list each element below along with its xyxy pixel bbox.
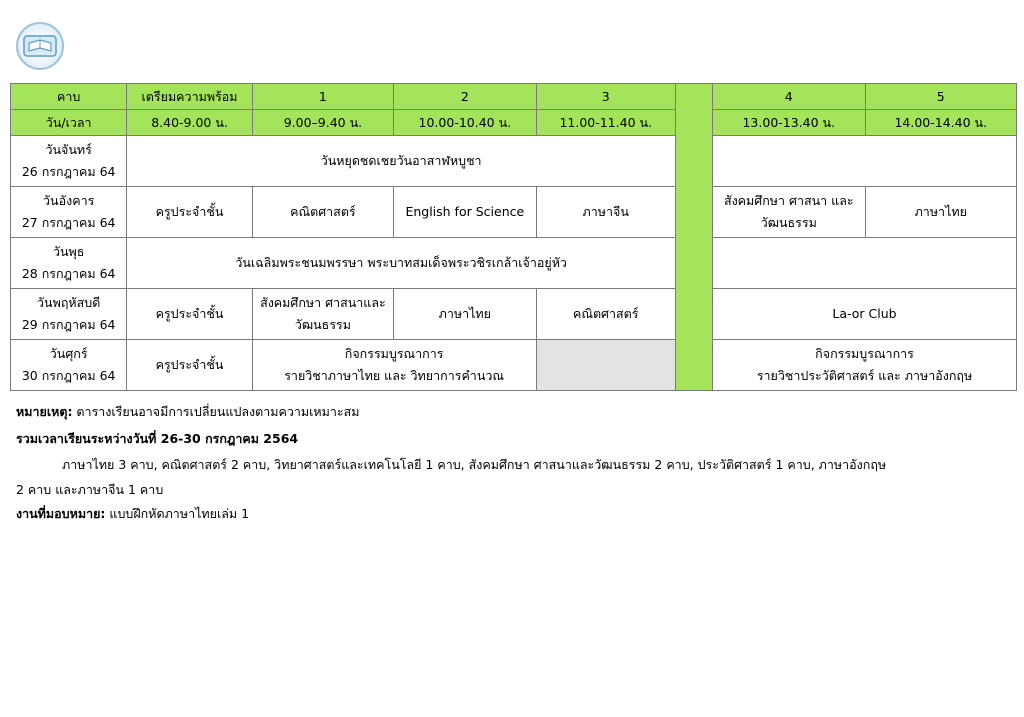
subject-period-3: คณิตศาสตร์ bbox=[536, 289, 675, 340]
header-period-3: 3 bbox=[536, 84, 675, 110]
subject-period-4: สังคมศึกษา ศาสนา และวัฒนธรรม bbox=[713, 187, 865, 238]
row-wednesday bbox=[11, 238, 1017, 289]
timetable bbox=[10, 83, 1017, 391]
time-period-1: 9.00–9.40 น. bbox=[252, 110, 393, 136]
subject-prep: ครูประจำชั้น bbox=[127, 187, 252, 238]
subject-period-2: ภาษาไทย bbox=[394, 289, 536, 340]
afternoon-club: La-or Club bbox=[713, 289, 1017, 340]
day-date: 28 กรกฎาคม 64 bbox=[21, 266, 116, 281]
subject-period-1: สังคมศึกษา ศาสนาและวัฒนธรรม bbox=[252, 289, 393, 340]
subject-period-5: ภาษาไทย bbox=[865, 187, 1017, 238]
subject-period-2: English for Science bbox=[394, 187, 536, 238]
header-row-periods bbox=[11, 84, 1017, 110]
afternoon-empty-wednesday bbox=[713, 238, 1017, 289]
summary-title: รวมเวลาเรียนระหว่างวันที่ 26-30 กรกฎาคม 2564 bbox=[16, 431, 299, 446]
header-row-times bbox=[11, 110, 1017, 136]
time-period-5: 14.00-14.40 น. bbox=[865, 110, 1017, 136]
subject-period-3: ภาษาจีน bbox=[536, 187, 675, 238]
activity-subjects: รายวิชาประวัติศาสตร์ และ ภาษาอังกฤษ bbox=[756, 368, 973, 383]
summary-line-1: ภาษาไทย 3 คาบ, คณิตศาสตร์ 2 คาบ, วิทยาศาสตร์และเทคโนโลยี 1 คาบ, สังคมศึกษา ศาสนาและวัฒนธรรม 2 คาบ, ประวัติศาสตร์ 1 คาบ, ภาษาอังกฤษ bbox=[62, 457, 887, 472]
day-cell-tuesday bbox=[11, 187, 127, 238]
empty-period-3 bbox=[536, 340, 675, 391]
remark-label: หมายเหตุ: bbox=[16, 404, 73, 419]
day-date: 30 กรกฎาคม 64 bbox=[21, 368, 116, 383]
book-emblem-icon bbox=[23, 35, 57, 57]
header-period-4: 4 bbox=[713, 84, 865, 110]
assignment-label: งานที่มอบหมาย: bbox=[16, 506, 106, 521]
time-prep: 8.40-9.00 น. bbox=[127, 110, 252, 136]
afternoon-empty-monday bbox=[713, 136, 1017, 187]
row-friday bbox=[11, 340, 1017, 391]
activity-title: กิจกรรมบูรณาการ bbox=[344, 346, 444, 361]
summary-line-2: 2 คาบ และภาษาจีน 1 คาบ bbox=[16, 482, 164, 497]
subject-period-1: คณิตศาสตร์ bbox=[252, 187, 393, 238]
day-date: 27 กรกฎาคม 64 bbox=[21, 215, 116, 230]
header-period-1: 1 bbox=[252, 84, 393, 110]
header-period-label: คาบ bbox=[11, 84, 127, 110]
row-monday bbox=[11, 136, 1017, 187]
remark-text: ตารางเรียนอาจมีการเปลี่ยนแปลงตามความเหมาะสม bbox=[72, 404, 360, 419]
time-period-2: 10.00-10.40 น. bbox=[394, 110, 536, 136]
day-cell-wednesday bbox=[11, 238, 127, 289]
time-period-3: 11.00-11.40 น. bbox=[536, 110, 675, 136]
subject-prep: ครูประจำชั้น bbox=[127, 340, 252, 391]
holiday-monday: วันหยุดชดเชยวันอาสาฬหบูชา bbox=[127, 136, 676, 187]
integrated-activity-morning bbox=[252, 340, 536, 391]
day-cell-thursday bbox=[11, 289, 127, 340]
row-tuesday bbox=[11, 187, 1017, 238]
day-cell-monday bbox=[11, 136, 127, 187]
header-prep: เตรียมความพร้อม bbox=[127, 84, 252, 110]
school-logo bbox=[16, 22, 64, 70]
day-name: วันพุธ bbox=[52, 244, 85, 259]
activity-title: กิจกรรมบูรณาการ bbox=[815, 346, 914, 361]
subject-prep: ครูประจำชั้น bbox=[127, 289, 252, 340]
header-period-5: 5 bbox=[865, 84, 1017, 110]
row-thursday bbox=[11, 289, 1017, 340]
day-date: 26 กรกฎาคม 64 bbox=[21, 164, 116, 179]
day-name: วันพฤหัสบดี bbox=[37, 295, 101, 310]
assignment bbox=[16, 504, 249, 524]
lunch-gap bbox=[675, 84, 712, 391]
time-period-4: 13.00-13.40 น. bbox=[713, 110, 865, 136]
day-name: วันอังคาร bbox=[43, 193, 95, 208]
day-date: 29 กรกฎาคม 64 bbox=[21, 317, 116, 332]
day-name: วันศุกร์ bbox=[49, 346, 88, 361]
header-period-2: 2 bbox=[394, 84, 536, 110]
remark bbox=[16, 402, 360, 422]
assignment-text: แบบฝึกหัดภาษาไทยเล่ม 1 bbox=[105, 506, 250, 521]
integrated-activity-afternoon bbox=[713, 340, 1017, 391]
holiday-wednesday: วันเฉลิมพระชนมพรรษา พระบาทสมเด็จพระวชิรเกล้าเจ้าอยู่หัว bbox=[127, 238, 676, 289]
day-cell-friday bbox=[11, 340, 127, 391]
activity-subjects: รายวิชาภาษาไทย และ วิทยาการคำนวณ bbox=[284, 368, 504, 383]
header-day-time-label: วัน/เวลา bbox=[11, 110, 127, 136]
day-name: วันจันทร์ bbox=[45, 142, 92, 157]
